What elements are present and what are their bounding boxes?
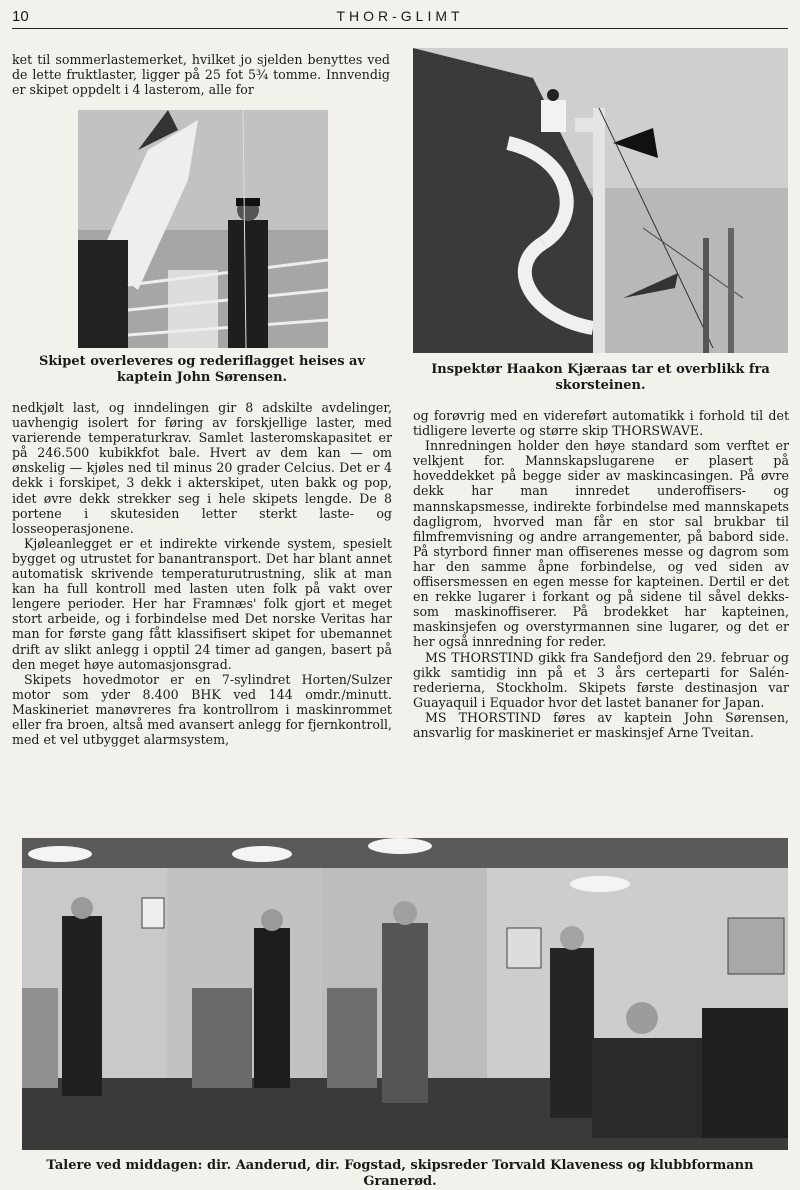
paragraph: Kjøleanlegget er et indirekte virkende system, spesielt bygget og utrustet for banantransport. Det har blant annet automatisk skrivende temperaturutrustning, slik at man kan ha full kontroll med lasten uten folk på vakt over lengere perioder. Her har Framnæs' folk gjort et meget stort arbeide, og i forbindelse med Det norske Veritas har man for første gang fått klassifisert skipet for ubemannet drift av slikt anlegg i opptil 24 timer ad gangen, basert på den meget høye automasjonsgrad.: [12, 535, 392, 672]
paragraph: Skipets hovedmotor er en 7-sylindret Horten/Sulzer motor som yder 8.400 BHK ved 144 omdr./minutt. Maskineriet manøvreres fra kontrollrom i maskinrommet eller fra broen, altså med avansert anlegg for fjernkontroll, med et vel utbygget alarmsystem,: [12, 671, 392, 748]
paragraph: ket til sommerlastemerket, hvilket jo sjelden benyttes ved de lette fruktlaster, ligger på 25 fot 5¾ tomme. Innvendig er skipet oppdelt i 4 lasterom, alle for: [12, 52, 390, 98]
page-header: [12, 6, 788, 29]
paragraph: Innredningen holder den høye standard som verftet er velkjent for. Mannskapslugarene er plasert på hoveddekket på begge sider av maskincasingen. På øvre dekk har man innredet underoffisers- og mannskapsmesse, indirekte forbindelse med mannskapets dagligrom, hvorved man får en stor sal brukbar til filmfremvisning og andre arrangementer, på babord side. På styrbord finner man offiserenes messe og dagrom som har den samme åpne forbindelse, og ved siden av offisersmessen en egen messe for kapteinen. Dertil er det en rekke lugarer i forkant og på sidene til såvel dekks- som maskinoffiserer. På brodekket har kapteinen, maskinsjefen og overstyrmannen sine lugarer, og det er her også innredning for reder.: [413, 438, 789, 650]
funnel-inspector-photo: [413, 48, 788, 353]
magazine-title: THOR-GLIMT: [336, 8, 464, 24]
paragraph: nedkjølt last, og inndelingen gir 8 adskilte avdelinger, uavhengig isolert for føring av forskjellige laster, med varierende temperaturkrav. Samlet lasteromskapasitet er på 246.500 kubikkfot bale. Hvert av dem kan — om ønskelig — kjøles ned til minus 20 grader Celcius. Det er 4 dekk i forskipet, 3 dekk i akterskipet, uten bakk og pop, idet øvre dekk strekker seg i hele skipets lengde. De 8 portene i skutesiden letter sterkt laste- og losseoperasjonene.: [12, 400, 392, 536]
caption-speakers: Talere ved middagen: dir. Aanderud, dir. Fogstad, skipsreder Torvald Klaveness og klubbformann Granerød.: [46, 1158, 754, 1189]
paragraph: MS THORSTIND gikk fra Sandefjord den 29. februar og gikk samtidig inn på et 3 års certeparti for Salén-rederierna, Stockholm. Skipets første destinasjon var Guayaquil i Equador hvor det lastet bananer for Japan.: [413, 649, 789, 710]
speakers-photo: [22, 838, 788, 1150]
paragraph: og forøvrig med en videreført automatikk i forhold til det tidligere leverte og større skip THORSWAVE.: [413, 408, 789, 439]
caption-inspector: Inspektør Haakon Kjæraas tar et overblikk fra skorsteinen.: [431, 362, 770, 393]
page-number: 10: [12, 8, 29, 25]
caption-flag-raising: Skipet overleveres og rederiflagget heises av kaptein John Sørensen.: [38, 354, 366, 385]
left-column: [12, 400, 392, 747]
paragraph: MS THORSTIND føres av kaptein John Sørensen, ansvarlig for maskineriet er maskinsjef Arne Tveitan.: [413, 709, 789, 740]
flag-raising-photo: [78, 110, 328, 348]
left-top-text: [12, 52, 390, 97]
right-column: [413, 408, 789, 740]
